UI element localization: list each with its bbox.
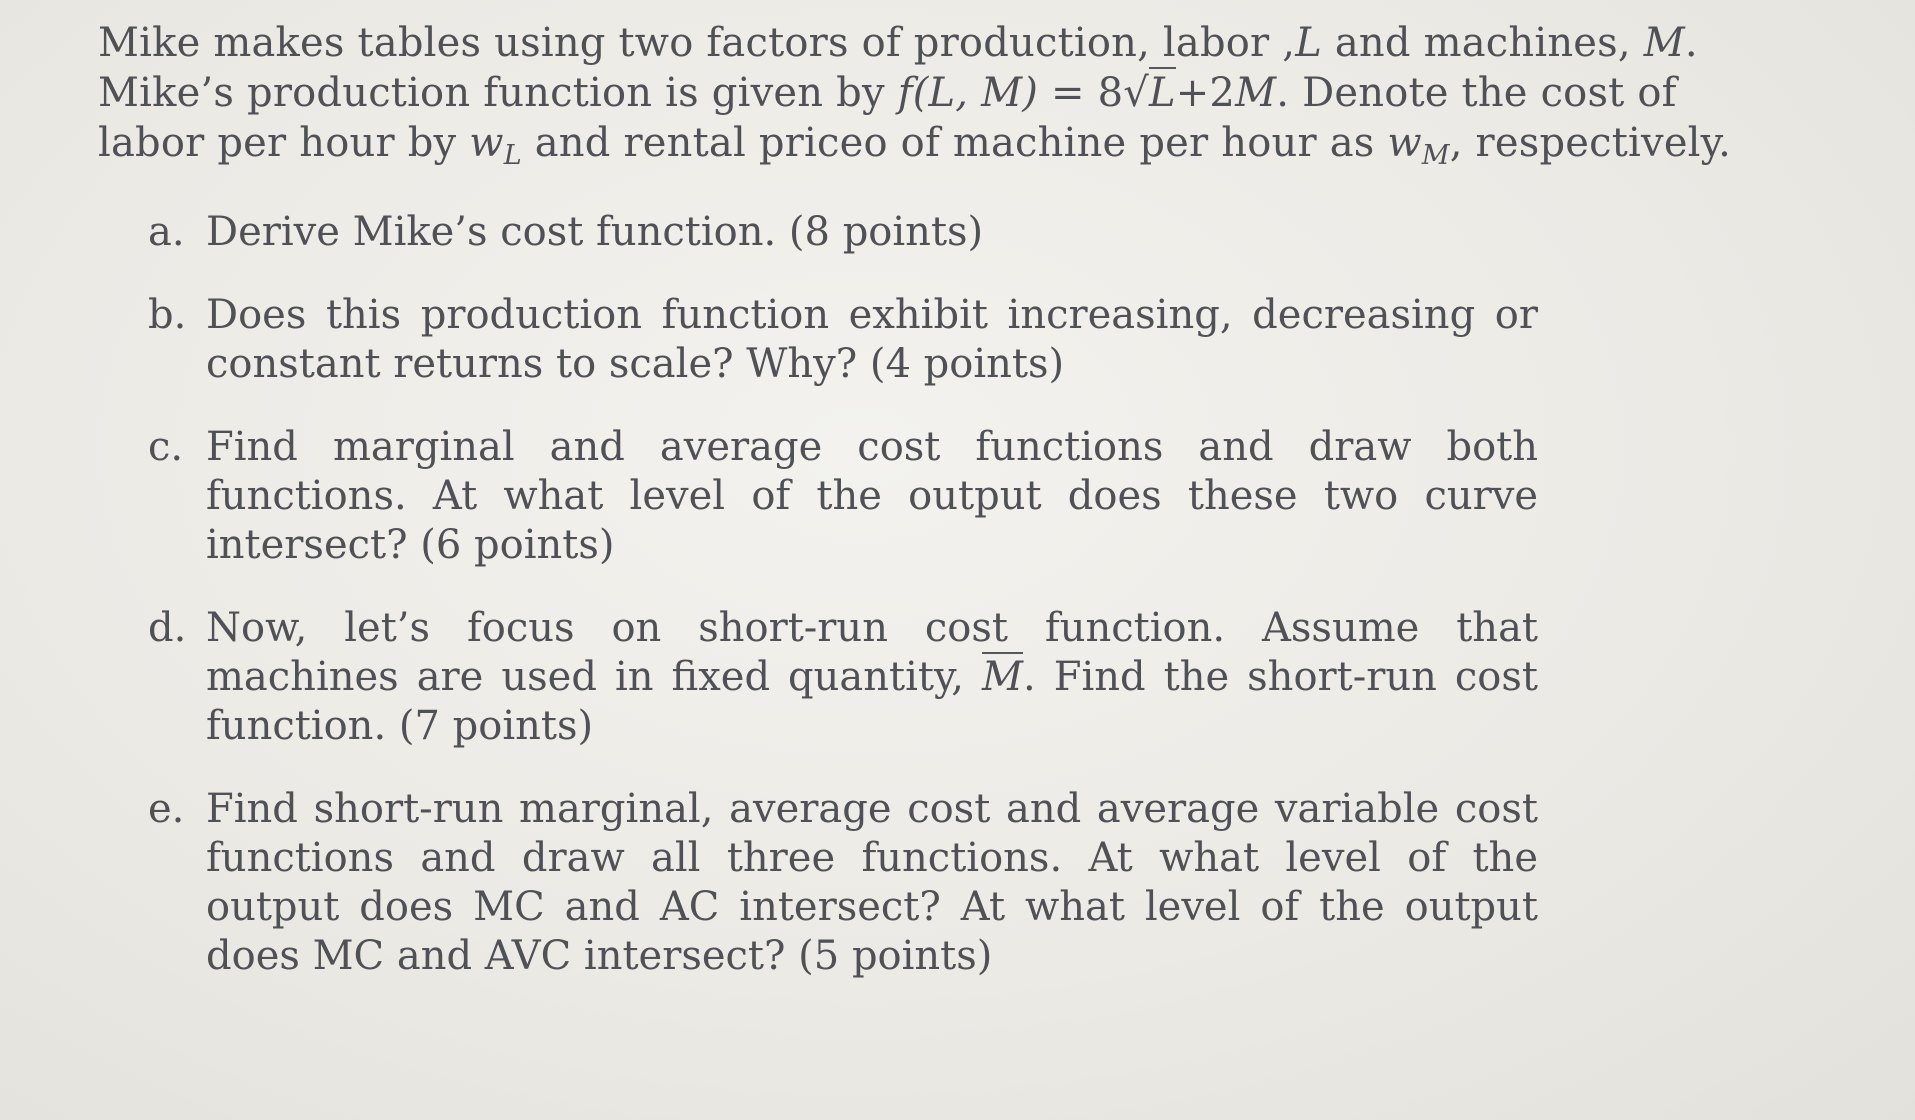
var-L: L (1295, 20, 1322, 66)
question-text: Find short-run marginal, average cost and average variable cost functions and draw all three functions. At what level of the output does MC and AC intersect? At what level of the output does MC and AVC intersect? (5 points) (206, 786, 1538, 979)
intro-text: labor per hour by (98, 120, 470, 166)
problem-intro (98, 18, 1732, 181)
intro-line-1 (98, 18, 1698, 68)
intro-text: Mike’s production function is given by (98, 70, 898, 116)
question-text: Find marginal and average cost functions and draw both functions. At what level of the output does these two curve intersect? (6 points) (206, 424, 1538, 568)
var-M: M (1643, 20, 1685, 66)
question-b (148, 291, 1538, 389)
question-d (148, 604, 1538, 751)
intro-text: and machines, (1321, 20, 1644, 66)
question-marker: b. (148, 292, 187, 338)
intro-text: . Denote the cost of (1276, 70, 1677, 116)
question-e (148, 785, 1538, 981)
question-text-part: Now, let’s focus on short-run cost function. Assume that machines are used in fixed quantity, (206, 605, 1538, 700)
question-text: Derive Mike’s cost function. (8 points) (206, 209, 984, 255)
subscript-M: M (1421, 140, 1450, 171)
intro-text: . (1684, 20, 1698, 66)
intro-text: and rental priceo of machine per hour as (521, 120, 1388, 166)
m-bar-symbol: M (982, 654, 1023, 700)
question-c (148, 423, 1538, 570)
intro-line-3 (98, 118, 1732, 181)
plus-term: +2 (1175, 70, 1236, 116)
var-M: M (1235, 70, 1277, 116)
subscript-L: L (503, 140, 522, 171)
question-marker: a. (148, 209, 185, 255)
equals-sqrt: = 8√ (1038, 70, 1149, 116)
question-a (148, 208, 1538, 257)
production-function-symbol: f(L, M) (897, 70, 1039, 116)
question-marker: c. (148, 424, 184, 470)
intro-text: Mike makes tables using two factors of production, labor , (98, 20, 1296, 66)
question-marker: d. (148, 605, 187, 651)
question-text-part: . Find the short-run cost function. (7 points) (206, 654, 1538, 749)
question-text: Does this production function exhibit increasing, decreasing or constant returns to scale? Why? (4 points) (206, 292, 1538, 387)
rental-machine-symbol: w (1387, 120, 1422, 166)
question-marker: e. (148, 786, 185, 832)
sqrt-argument: L (1149, 67, 1176, 116)
question-list (148, 208, 1538, 1015)
wage-labor-symbol: w (469, 120, 504, 166)
question-text (206, 604, 1538, 751)
intro-line-2 (98, 68, 1677, 118)
intro-text: , respectively. (1449, 120, 1732, 166)
